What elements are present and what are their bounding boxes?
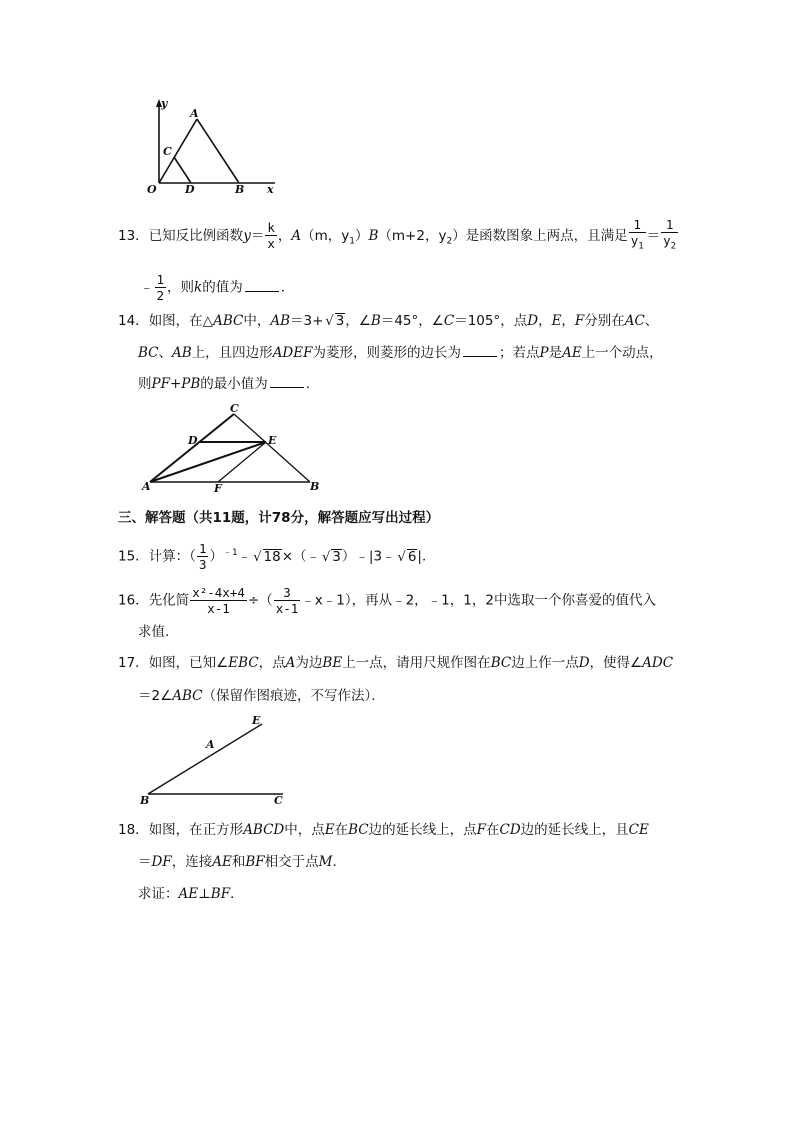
label-B: B bbox=[235, 183, 245, 196]
q13-frac-half: $\frac{1}{2}$ bbox=[156, 272, 165, 303]
section3-title: 三、解答题（共11题，计78分，解答题应写出过程） bbox=[118, 510, 440, 526]
figure-coordinate-triangle bbox=[135, 95, 285, 197]
fig3-label-E: E bbox=[252, 714, 261, 727]
q15-line1: 15．计算：（ $\frac{1}{3}$ ）$^{﹣1}$﹣ √ 18×（﹣ √ 3）﹣|3﹣ √ 6|． bbox=[118, 541, 436, 572]
q14-number: 14． bbox=[118, 313, 149, 329]
q13-number: 13． bbox=[118, 227, 149, 244]
q16-line1: 16．先化简 $\frac{\text{x²-4x+4}}{x-1}$ ÷（ $\frac{3}{x-1}$ ﹣x﹣1），再从﹣2，﹣1，1，2中选取一个你喜爱的值代入 bbox=[118, 585, 656, 616]
q13-point-A: A bbox=[291, 227, 302, 244]
q15-sqrt3: 3 bbox=[332, 548, 341, 565]
fig2-label-E: E bbox=[268, 434, 277, 447]
q18-line1: 18．如图，在正方形ABCD中，点E在BC边的延长线上，点F在CD边的延长线上，且CE bbox=[118, 822, 649, 838]
fig3-label-A: A bbox=[206, 738, 215, 751]
q13-line1: 13．已知反比例函数y＝ $\frac{k}{x}$ ，A（m，$y_1)B(m+2$，$y_2$）是函数图象上两点，且满足 $\frac{1}{y_1}$ ＝ $\frac{1}{y_2}$ bbox=[118, 217, 679, 255]
q13-answer-blank[interactable] bbox=[245, 277, 279, 292]
fig2-label-A: A bbox=[142, 480, 151, 493]
q16-line2: 求值． bbox=[138, 624, 179, 640]
q13-y: y bbox=[243, 227, 251, 244]
label-y: y bbox=[161, 97, 168, 110]
q17-line2: ＝2∠ABC（保留作图痕迹，不写作法）． bbox=[138, 688, 385, 704]
figure-angle-EBC bbox=[138, 712, 298, 808]
fig2-label-C: C bbox=[230, 402, 239, 415]
q13-frac-k-over-x: $\frac{k}{x}$ bbox=[267, 220, 275, 252]
label-C: C bbox=[163, 145, 172, 158]
q13-line2: ﹣ $\frac{1}{2}$ ，则k的值为 ． bbox=[140, 272, 295, 303]
figure-rhombus-triangle bbox=[138, 400, 328, 496]
fig3-label-B: B bbox=[140, 794, 150, 807]
q14-answer-blank-1[interactable] bbox=[463, 342, 497, 357]
q14-answer-blank-2[interactable] bbox=[270, 373, 304, 388]
q16-frac-3-over-x-1: $\frac{3}{x-1}$ bbox=[275, 585, 299, 616]
q14-sqrt3: 3 bbox=[335, 313, 345, 329]
fig2-label-F: F bbox=[214, 482, 222, 495]
q18-number: 18． bbox=[118, 822, 149, 838]
q14-line3: 则PF+PB的最小值为 ． bbox=[138, 373, 319, 394]
fig2-label-B: B bbox=[310, 480, 320, 493]
q16-number: 16． bbox=[118, 592, 149, 609]
fig2-label-D: D bbox=[188, 434, 198, 447]
q15-sqrt6: 6 bbox=[407, 548, 417, 565]
fig3-label-C: C bbox=[274, 794, 283, 807]
label-x: x bbox=[267, 183, 274, 196]
q18-line2: ＝DF，连接AE和BF相交于点M． bbox=[138, 854, 346, 870]
q15-sqrt18: 18 bbox=[263, 548, 281, 565]
q16-frac-main: $\frac{\text{x²-4x+4}}{x-1}$ bbox=[192, 585, 245, 616]
q18-line3: 求证：AE⊥BF． bbox=[138, 886, 244, 902]
label-D: D bbox=[185, 183, 195, 196]
q15-number: 15． bbox=[118, 548, 149, 565]
q14-line1: 14．如图，在△ABC中，AB＝3+ √ 3，∠B＝45°，∠C＝105°，点D，E，F分别在AC、 bbox=[118, 313, 659, 329]
q13-frac-1-over-y2: $\frac{1}{y_2}$ bbox=[663, 217, 677, 252]
q13-point-B: B bbox=[368, 227, 379, 244]
q13-eq: ＝ bbox=[250, 227, 265, 244]
q13-frac-1-over-y1: $\frac{1}{y_1}$ bbox=[630, 217, 644, 252]
q17-number: 17． bbox=[118, 655, 149, 671]
q14-line2: BC、AB上，且四边形ADEF为菱形，则菱形的边长为 ；若点P是AE上一个动点， bbox=[138, 342, 663, 363]
q13-text1: 已知反比例函数 bbox=[148, 227, 244, 244]
label-O: O bbox=[147, 183, 157, 196]
q15-frac-one-third: $\frac{1}{3}$ bbox=[198, 541, 207, 572]
q17-line1: 17．如图，已知∠EBC，点A为边BE上一点，请用尺规作图在BC边上作一点D，使得∠ADC bbox=[118, 655, 674, 671]
label-A: A bbox=[190, 107, 199, 120]
